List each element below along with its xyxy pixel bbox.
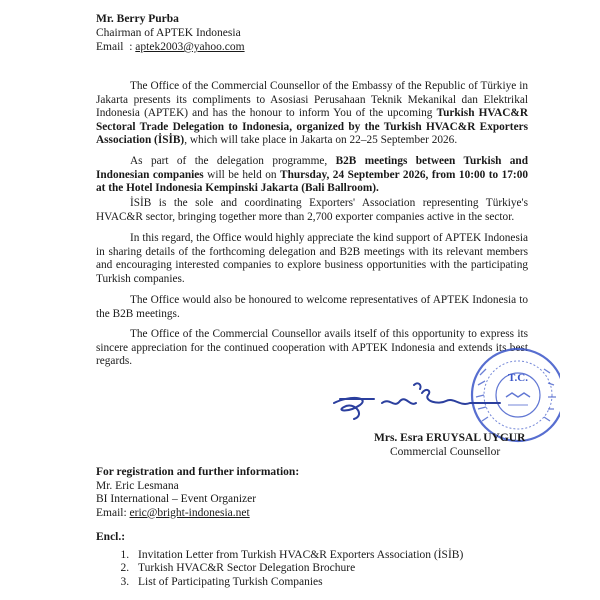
paragraph-b2b bbox=[96, 155, 528, 196]
recipient-email-label: Email bbox=[96, 41, 124, 53]
enclosures-block bbox=[96, 531, 463, 589]
recipient-name: Mr. Berry Purba bbox=[96, 13, 179, 25]
registration-email-link[interactable]: eric@bright-indonesia.net bbox=[129, 506, 250, 519]
registration-block bbox=[96, 466, 299, 520]
registration-email-line bbox=[96, 507, 299, 521]
paragraph-request bbox=[96, 232, 528, 286]
recipient-email-sep: : bbox=[129, 41, 133, 53]
enclosures-list bbox=[96, 549, 463, 590]
registration-organization: BI International – Event Organizer bbox=[96, 493, 257, 505]
p1-text-a: The Office of the Commercial Counsellor of the Embassy of the Republic of Türkiye in Jakarta presents its compliments to Asosiasi Perusahaan Teknik Mekanikal dan Elektrikal Indonesia (APTEK) and has the honour to inform You of the upcoming bbox=[96, 80, 528, 120]
registration-contact-name: Mr. Eric Lesmana bbox=[96, 479, 179, 492]
paragraph-isib bbox=[96, 197, 528, 224]
official-stamp bbox=[472, 349, 560, 441]
signatory-block bbox=[374, 432, 525, 459]
registration-email-label: Email: bbox=[96, 506, 127, 519]
stamp-text: T.C. bbox=[508, 372, 528, 384]
recipient-email-link[interactable]: aptek2003@yahoo.com bbox=[135, 41, 245, 53]
p6-text: The Office of the Commercial Counsellor avails itself of this opportunity to express its sincere appreciation for the continued cooperation with APTEK Indonesia and extends its best regards. bbox=[96, 328, 528, 368]
p2-text-c: will be held on bbox=[203, 168, 281, 181]
paragraph-welcome bbox=[96, 294, 528, 321]
paragraph-intro bbox=[96, 80, 528, 148]
recipient-block bbox=[96, 12, 245, 54]
recipient-title: Chairman of APTEK Indonesia bbox=[96, 27, 241, 39]
enclosure-item: 2. Turkish HVAC&R Sector Delegation Brochure bbox=[132, 562, 463, 576]
enclosure-item: 1. Invitation Letter from Turkish HVAC&R Exporters Association (İSİB) bbox=[132, 549, 463, 563]
enclosure-item: 3. List of Participating Turkish Companies bbox=[132, 576, 463, 590]
p1-text-c: , which will take place in Jakarta on 22–25 September 2026. bbox=[184, 134, 458, 147]
p2-text-d: Thursday, 24 September 2026, from 10:00 to 17:00 at the Hotel Indonesia Kempinski Jakarta (Bali Ballroom). bbox=[96, 168, 528, 195]
p2-text-b: B2B meetings between Turkish and Indonesian companies bbox=[96, 155, 528, 181]
recipient-email-line bbox=[96, 40, 245, 54]
p3-text: İSİB is the sole and coordinating Exporters' Association representing Türkiye's HVAC&R sector, bringing together more than 2,700 exporter companies active in the sector. bbox=[96, 197, 528, 223]
p2-text-a: As part of the delegation programme, bbox=[130, 155, 336, 167]
signatory-name: Mrs. Esra ERUYSAL UYGUR bbox=[374, 432, 526, 444]
registration-heading: For registration and further information: bbox=[96, 466, 300, 478]
p5-text: The Office would also be honoured to welcome representatives of APTEK Indonesia to the B2B meetings. bbox=[96, 294, 528, 320]
enclosures-heading: Encl.: bbox=[96, 531, 126, 543]
signatory-role: Commercial Counsellor bbox=[390, 445, 501, 458]
p4-text: In this regard, the Office would highly appreciate the kind support of APTEK Indonesia in sharing details of the forthcoming delegation and B2B meetings with its relevant members and encouraging interested companies to explore business opportunities with the participating Turkish companies. bbox=[96, 232, 528, 285]
p1-text-b: Turkish HVAC&R Sectoral Trade Delegation to Indonesia, organized by the Turkish HVAC&R Exporters Association (İSİB) bbox=[96, 107, 528, 147]
